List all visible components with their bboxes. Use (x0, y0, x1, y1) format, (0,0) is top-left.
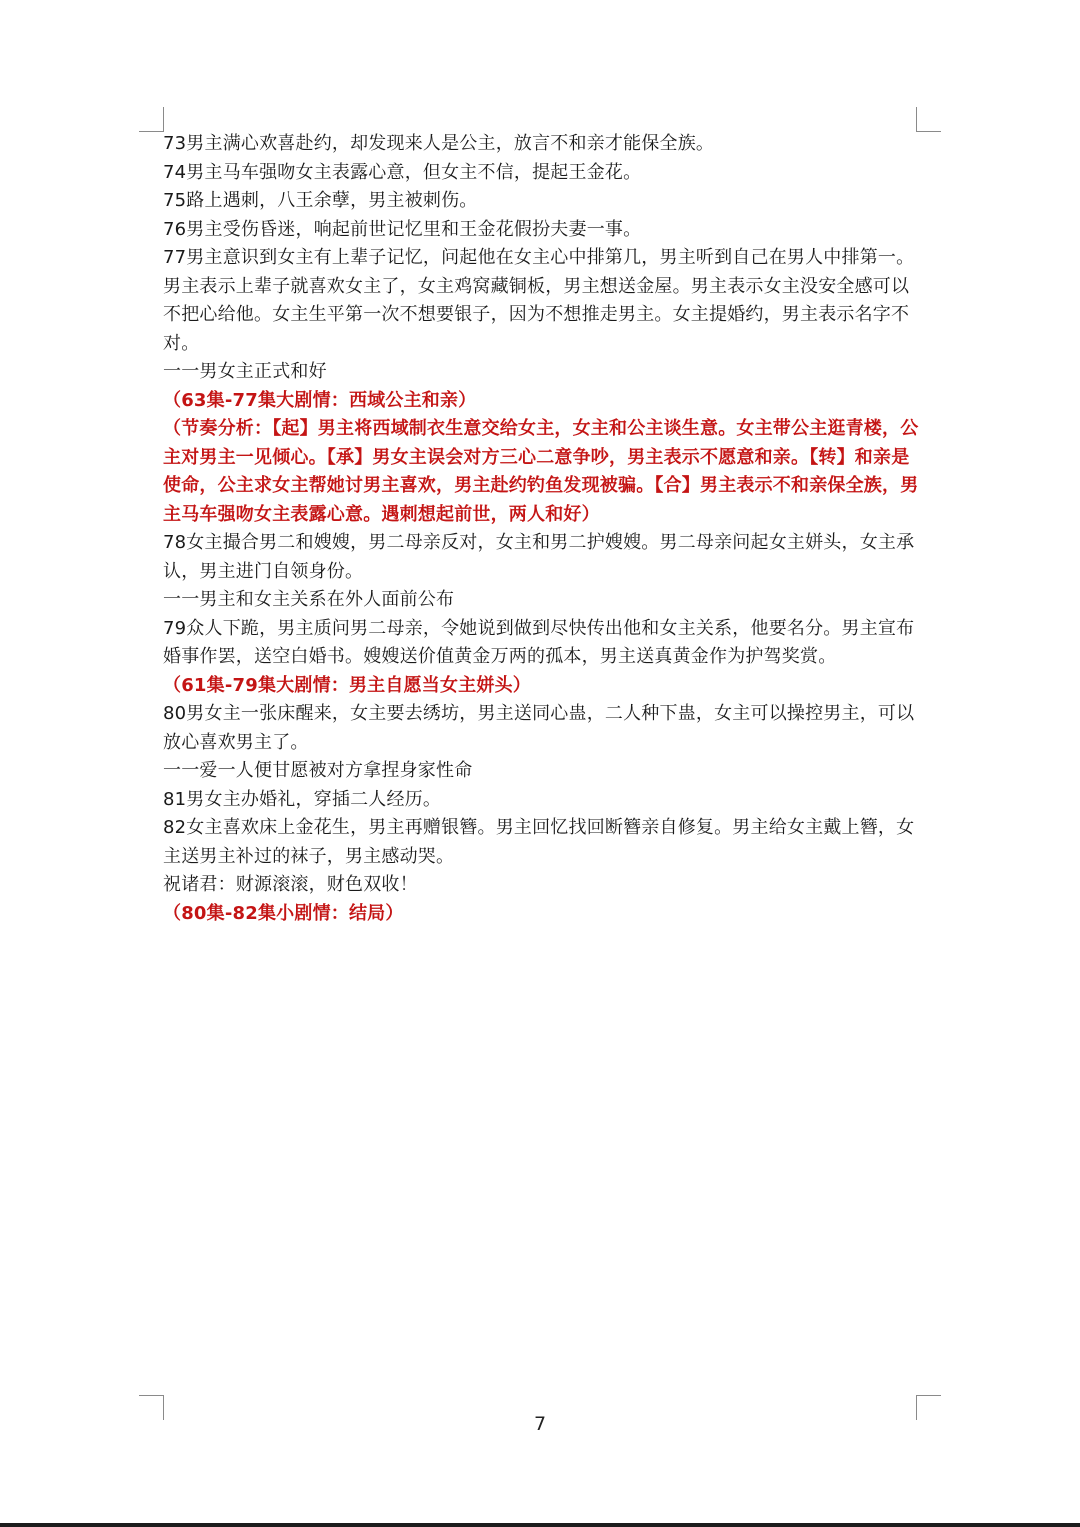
crop-mark-top-right (916, 107, 941, 132)
heading-arc-61-79: （61集-79集大剧情：男主自愿当女主姘头） (163, 674, 531, 696)
paragraph-note-public: 一一男主和女主关系在外人面前公布 (163, 589, 455, 610)
document-body (163, 130, 921, 928)
paragraph-episode-79: 79众人下跪，男主质问男二母亲，令她说到做到尽快传出他和女主关系，他要名分。男主宣布婚事作罢，送空白婚书。嫂嫂送价值黄金万两的孤本，男主送真黄金作为护驾奖赏。 (163, 617, 915, 667)
paragraph-episode-80: 80男女主一张床醒来，女主要去绣坊，男主送同心蛊，二人种下蛊，女主可以操控男主，可以放心喜欢男主了。 (163, 703, 915, 753)
paragraph-episode-73: 73男主满心欢喜赴约，却发现来人是公主，放言不和亲才能保全族。 (163, 133, 715, 154)
paragraph-blessing: 祝诸君：财源滚滚，财色双收！ (163, 874, 418, 895)
page-number: 7 (533, 1413, 547, 1435)
crop-mark-top-left (139, 107, 164, 132)
heading-arc-63-77: （63集-77集大剧情：西域公主和亲） (163, 389, 477, 411)
paragraph-episode-82: 82女主喜欢床上金花生，男主再赠银簪。男主回忆找回断簪亲自修复。男主给女主戴上簪，女主送男主补过的袜子，男主感动哭。 (163, 817, 915, 867)
paragraph-episode-75: 75路上遇刺，八王余孽，男主被刺伤。 (163, 190, 478, 211)
paragraph-note-reconcile: 一一男女主正式和好 (163, 361, 327, 382)
paragraph-episode-76: 76男主受伤昏迷，响起前世记忆里和王金花假扮夫妻一事。 (163, 218, 642, 240)
paragraph-episode-81: 81男女主办婚礼，穿插二人经历。 (163, 788, 442, 810)
heading-arc-80-82: （80集-82集小剧情：结局） (163, 902, 404, 924)
paragraph-note-love: 一一爱一人便甘愿被对方拿捏身家性命 (163, 760, 473, 781)
paragraph-rhythm-analysis: （节奏分析：【起】男主将西域制衣生意交给女主，女主和公主谈生意。女主带公主逛青楼，公主对男主一见倾心。【承】男女主误会对方三心二意争吵，男主表示不愿意和亲。【转】和亲是使命，公主求女主帮她讨男主喜欢，男主赴约钓鱼发现被骗。【合】男主表示不和亲保全族，男主马车强吻女主表露心意。遇刺想起前世，两人和好） (163, 418, 919, 525)
paragraph-episode-74: 74男主马车强吻女主表露心意，但女主不信，提起王金花。 (163, 161, 642, 183)
bottom-edge-divider (0, 1523, 1080, 1527)
paragraph-episode-78: 78女主撮合男二和嫂嫂，男二母亲反对，女主和男二护嫂嫂。男二母亲问起女主姘头，女主承认，男主进门自领身份。 (163, 532, 915, 582)
paragraph-episode-77: 77男主意识到女主有上辈子记忆，问起他在女主心中排第几，男主听到自己在男人中排第一。男主表示上辈子就喜欢女主了，女主鸡窝藏铜板，男主想送金屋。男主表示女主没安全感可以不把心给他。女主生平第一次不想要银子，因为不想推走男主。女主提婚约，男主表示名字不对。 (163, 247, 915, 354)
